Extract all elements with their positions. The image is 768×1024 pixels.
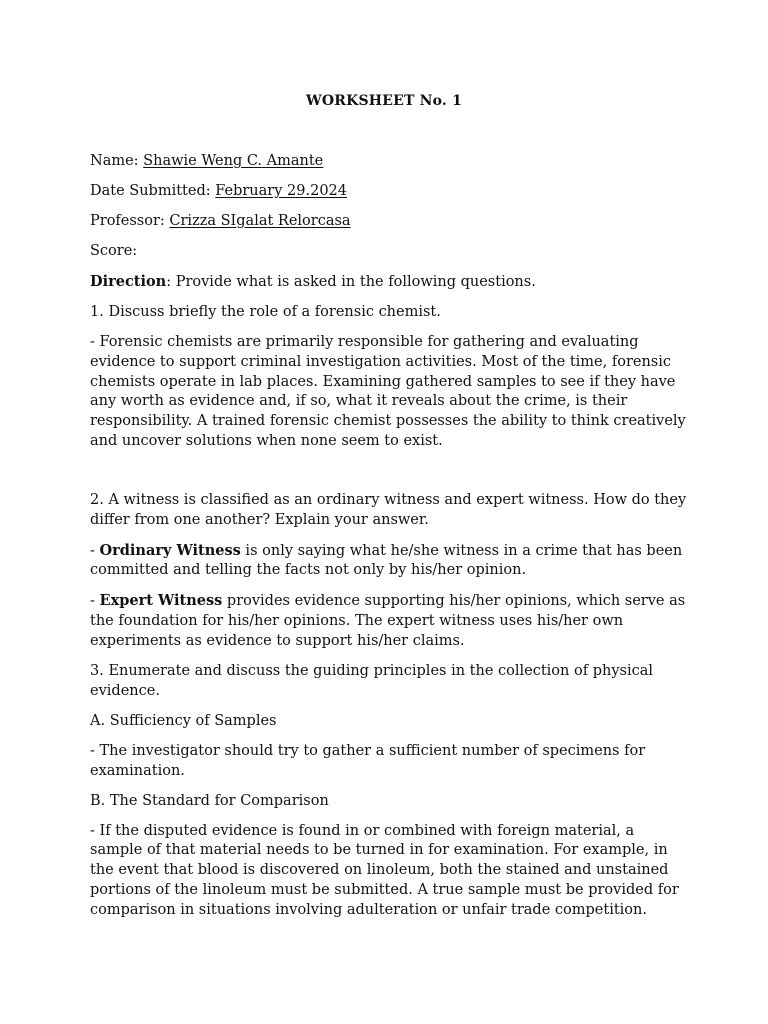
score-line [90,242,690,262]
name-value: Shawie Weng C. Amante [143,153,324,169]
answer-2-expert [90,591,690,651]
expert-prefix: - [90,593,100,610]
worksheet-body [90,152,690,931]
question-3: 3. Enumerate and discuss the guiding principles in the collection of physical evidence. [90,663,653,699]
worksheet-title: WORKSHEET No. 1 [305,93,463,109]
principle-a-heading: A. Sufficiency of Samples [90,712,277,729]
direction-text: : Provide what is asked in the following questions. [166,273,536,290]
expert-witness-term: Expert Witness [99,592,223,610]
answer-1: - Forensic chemists are primarily responsible for gathering and evaluating evidence to support criminal investigation activities. Most of the time, forensic chemists operate in lab places. Examining gathered samples to see if they have any worth as evidence and, if so, what it reveals about the crime, is their responsibility. A trained forensic chemist possesses the ability to think creatively and uncover solutions when none seem to exist. [90,333,686,449]
professor-value: Crizza SIgalat Relorcasa [169,212,351,229]
name-line [90,152,690,172]
ordinary-witness-term: Ordinary Witness [99,541,241,559]
professor-line [90,212,690,232]
date-label: Date Submitted: [90,182,216,199]
date-value: February 29.2024 [215,182,347,199]
answer-2-ordinary [90,541,690,582]
date-line [90,182,690,202]
paragraph-spacer [90,462,690,491]
ordinary-prefix: - [90,542,100,559]
principle-a-text: - The investigator should try to gather a sufficient number of specimens for examination. [90,742,646,779]
score-label: Score: [90,242,138,259]
ordinary-witness-text: is only saying what he/she witness in a crime that has been committed and telling the facts not only by his/her opinion. [90,542,683,579]
question-2: 2. A witness is classified as an ordinary witness and expert witness. How do they differ from one another? Explain your answer. [90,491,687,528]
professor-label: Professor: [90,212,170,229]
principle-b-text: - If the disputed evidence is found in or combined with foreign material, a sample of that material needs to be turned in for examination. For example, in the event that blood is discovered on linoleum, both the stained and unstained portions of the linoleum must be submitted. A true sample must be provided for comparison in situations involving adulteration or unfair trade competition. [90,822,679,918]
principle-b-heading: B. The Standard for Comparison [90,792,329,809]
direction-line [90,272,690,293]
expert-witness-text: provides evidence supporting his/her opinions, which serve as the foundation for his/her opinions. The expert witness uses his/her own experiments as evidence to support his/her claims. [90,593,686,650]
question-1: 1. Discuss briefly the role of a forensic chemist. [90,303,441,320]
direction-label: Direction [90,272,167,290]
name-label: Name: [90,153,144,169]
